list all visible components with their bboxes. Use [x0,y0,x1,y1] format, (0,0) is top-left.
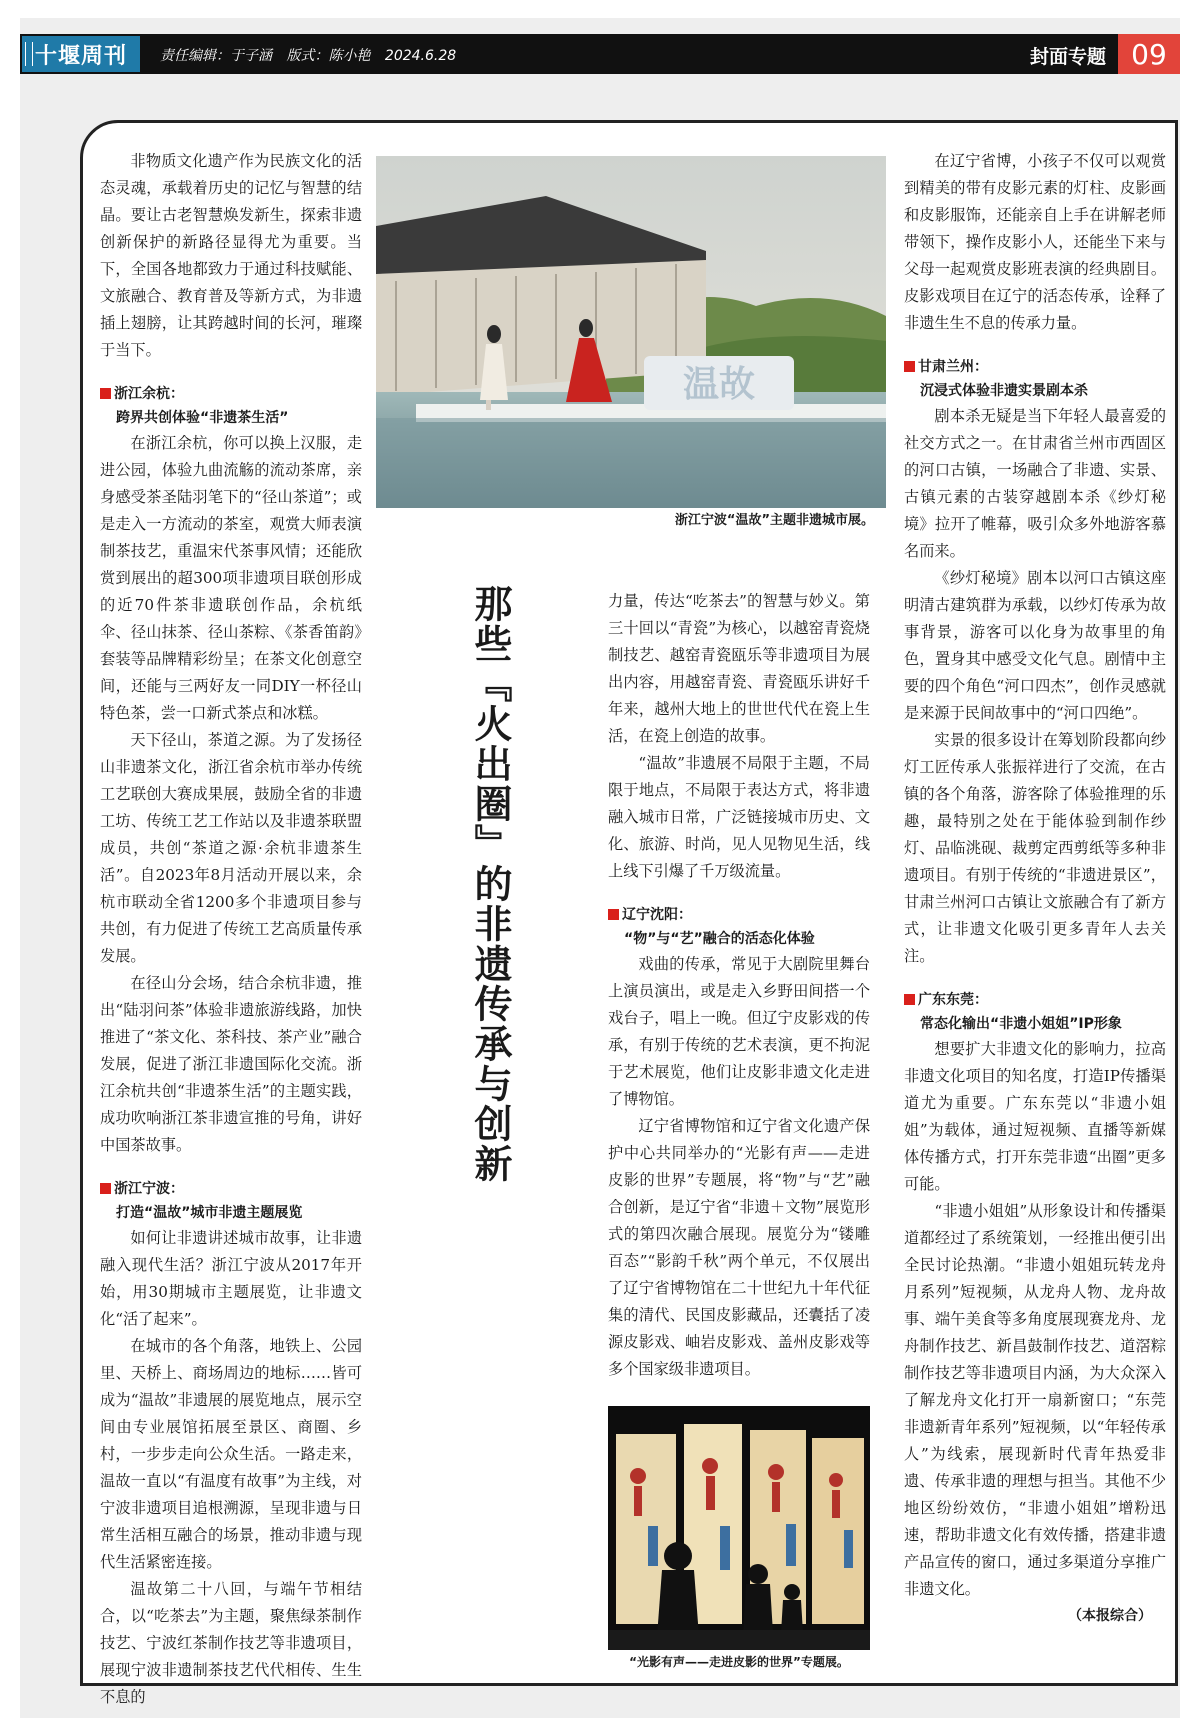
section-zhejiang-ningbo [100,1177,362,1711]
section-subheading: “物”与“艺”融合的活态化体验 [624,931,815,947]
section-name: 封面专题 [1029,46,1106,68]
red-square-icon [100,1183,111,1194]
paragraph: 《纱灯秘境》剧本以河口古镇这座明清古建筑群为承载，以纱灯传承为故事背景，游客可以化身为故事里的角色，置身其中感受文化气息。剧情中主要的四个角色“河口四杰”，创作灵感就是来源于民间故事中的“河口四绝”。 [904,569,1166,722]
photo-shadow-puppet-exhibition [608,1406,870,1650]
logo-text: 十堰周刊 [34,42,127,69]
paragraph: 剧本杀无疑是当下年轻人最喜爱的社交方式之一。在甘肃省兰州市西固区的河口古镇，一场融合了非遗、实景、古镇元素的古装穿越剧本杀《纱灯秘境》拉开了帷幕，吸引众多外地游客慕名而来。 [904,407,1166,560]
photo-caption-2: “光影有声——走进皮影的世界”专题展。 [629,1655,849,1669]
photo-caption-1: 浙江宁波“温故”主题非遗城市展。 [674,513,874,528]
section-subheading: 跨界共创体验“非遗茶生活” [116,410,289,426]
section-heading: 浙江宁波： [100,1177,362,1201]
paragraph: 温故第二十八回，与端午节相结合，以“吃茶去”为主题，聚焦绿茶制作技艺、宁波红茶制作技艺等非遗项目，展现宁波非遗制茶技艺代代相传、生生不息的 [100,1580,362,1706]
section-subheading: 打造“温故”城市非遗主题展览 [116,1205,303,1221]
logo-bars-icon [25,42,33,66]
paragraph: 辽宁省博物馆和辽宁省文化遗产保护中心共同举办的“光影有声——走进皮影的世界”专题展，将“物”与“艺”融合创新，是辽宁省“非遗＋文物”展览形式的第四次融合展现。展览分为“镂雕百态”“影韵千秋”两个单元，不仅展出了辽宁省博物馆在二十世纪九十年代征集的清代、民国皮影藏品，还囊括了凌源皮影戏、岫岩皮影戏、盖州皮影戏等多个国家级非遗项目。 [608,1117,870,1378]
source-signature: （本报综合） [1068,1608,1152,1624]
section-heading: 辽宁沈阳： [608,903,870,927]
paragraph: “温故”非遗展不局限于主题，不局限于地点，不局限于表达方式，将非遗融入城市日常，广泛链接城市历史、文化、旅游、时尚，见人见物见生活，线上线下引爆了千万级流量。 [608,754,870,880]
issue-date: 2024.6.28 [384,48,457,64]
layout-credit: 版式：陈小艳 [286,48,371,64]
paragraph: 力量，传达“吃茶去”的智慧与妙义。第三十回以“青瓷”为核心，以越窑青瓷烧制技艺、越窑青瓷瓯乐等非遗项目为展出内容，用越窑青瓷、青瓷瓯乐讲好千年来，越州大地上的世世代代在瓷上生活，在瓷上创造的故事。 [608,592,870,745]
paragraph: 在城市的各个角落，地铁上、公园里、天桥上、商场周边的地标……皆可成为“温故”非遗展的展览地点，展示空间由专业展馆拓展至景区、商圈、乡村，一步步走向公众生活。一路走来，温故一直以“有温度有故事”为主线，对宁波非遗项目追根溯源，呈现非遗与日常生活相互融合的场景，推动非遗与现代生活紧密连接。 [100,1337,362,1571]
paragraph: “非遗小姐姐”从形象设计和传播渠道都经过了系统策划，一经推出便引出全民讨论热潮。“非遗小姐姐玩转龙舟月系列”短视频，从龙舟人物、龙舟故事、端午美食等多角度展现赛龙舟、龙舟制作技艺、新昌鼓制作技艺、道滘粽制作技艺等非遗项目内涵，为大众深入了解龙舟文化打开一扇新窗口；“东莞非遗新青年系列”短视频，以“年轻传承人”为线索，展现新时代青年热爱非遗、传承非遗的理想与担当。其他不少地区纷纷效仿，“非遗小姐姐”增粉迅速，帮助非遗文化有效传播，搭建非遗产品宣传的窗口，通过多渠道分享推广非遗文化。 [904,1202,1166,1598]
section-gansu-lanzhou [904,355,1166,970]
section-heading: 广东东莞： [904,988,1166,1012]
section-subheading: 沉浸式体验非遗实景剧本杀 [920,383,1088,399]
column-1 [100,148,362,1711]
column-3 [608,588,870,1383]
newspaper-logo [22,36,140,72]
paragraph: 在径山分会场，结合余杭非遗，推出“陆羽问茶”体验非遗旅游线路，加快推进了“茶文化、茶科技、茶产业”融合发展，促进了浙江非遗国际化交流。浙江余杭共创“非遗茶生活”的主题实践，成功吹响浙江茶非遗宣推的号角，讲好中国茶故事。 [100,974,362,1154]
red-square-icon [608,909,619,920]
section-subheading: 常态化输出“非遗小姐姐”IP形象 [920,1016,1122,1032]
paragraph: 实景的很多设计在筹划阶段都向纱灯工匠传承人张振祥进行了交流，在古镇的各个角落，游客除了体验推理的乐趣，最特别之处在于能体验到制作纱灯、品临洮砚、裁剪定西剪纸等多种非遗项目。有别于传统的“非遗进景区”，甘肃兰州河口古镇让文旅融合有了新方式，让非遗文化吸引更多青年人去关注。 [904,731,1166,965]
red-square-icon [904,361,915,372]
editor-credit: 责任编辑：于子涵 [160,48,272,64]
headline: 那些『火出圈』的非遗传承与创新 [468,584,513,1184]
paragraph: 在辽宁省博，小孩子不仅可以观赏到精美的带有皮影元素的灯柱、皮影画和皮影服饰，还能亲自上手在讲解老师带领下，操作皮影小人，还能坐下来与父母一起观赏皮影班表演的经典剧目。皮影戏项目在辽宁的活态传承，诠释了非遗生生不息的传承力量。 [904,152,1166,332]
column-4 [904,148,1166,1630]
intro-paragraph: 非物质文化遗产作为民族文化的活态灵魂，承载着历史的记忆与智慧的结晶。要让古老智慧焕发新生，探索非遗创新保护的新路径显得尤为重要。当下，全国各地都致力于通过科技赋能、文旅融合、教育普及等新方式，为非遗插上翅膀，让其跨越时间的长河，璀璨于当下。 [100,152,362,359]
red-square-icon [100,388,111,399]
wengu-sign-text: 温故 [682,364,756,405]
section-zhejiang-yuhang [100,382,362,1159]
page-number: 09 [1118,34,1180,74]
section-heading: 浙江余杭： [100,382,362,406]
paragraph: 如何让非遗讲述城市故事，让非遗融入现代生活？浙江宁波从2017年开始，用30期城市主题展览，让非遗文化“活了起来”。 [100,1229,362,1328]
section-heading: 甘肃兰州： [904,355,1166,379]
paragraph: 在浙江余杭，你可以换上汉服，走进公园，体验九曲流觞的流动茶席，亲身感受茶圣陆羽笔下的“径山茶道”；或是走入一方流动的茶室，观赏大师表演制茶技艺，重温宋代茶事风情；还能欣赏到展出的超300项非遗项目联创形成的近70件茶非遗联创作品，余杭纸伞、径山抹茶、径山茶粽、《茶香笛韵》套装等品牌精彩纷呈；在茶文化创意空间，还能与三两好友一同DIY一杯径山特色茶，尝一口新式茶点和冰糕。 [100,434,362,722]
paragraph: 天下径山，茶道之源。为了发扬径山非遗茶文化，浙江省余杭市举办传统工艺联创大赛成果展，鼓励全省的非遗工坊、传统工艺工作站以及非遗茶联盟成员，共创“茶道之源·余杭非遗茶生活”。自2023年8月活动开展以来，余杭市联动全省1200多个非遗项目参与共创，有力促进了传统工艺高质量传承发展。 [100,731,362,965]
credits [160,45,466,65]
section-liaoning-shenyang [608,903,870,1383]
masthead [20,34,1180,74]
red-square-icon [904,994,915,1005]
paragraph: 戏曲的传承，常见于大剧院里舞台上演员演出，或是走入乡野田间搭一个戏台子，唱上一晚。但辽宁皮影戏的传承，有别于传统的艺术表演，更不拘泥于艺术展览，他们让皮影非遗文化走进了博物馆。 [608,955,870,1108]
photo-wengu-exhibition [376,156,886,508]
section-guangdong-dongguan [904,988,1166,1630]
paragraph: 想要扩大非遗文化的影响力，拉高非遗文化项目的知名度，打造IP传播渠道尤为重要。广东东莞以“非遗小姐姐”为载体，通过短视频、直播等新媒体传播方式，打开东莞非遗“出圈”更多可能。 [904,1040,1166,1193]
